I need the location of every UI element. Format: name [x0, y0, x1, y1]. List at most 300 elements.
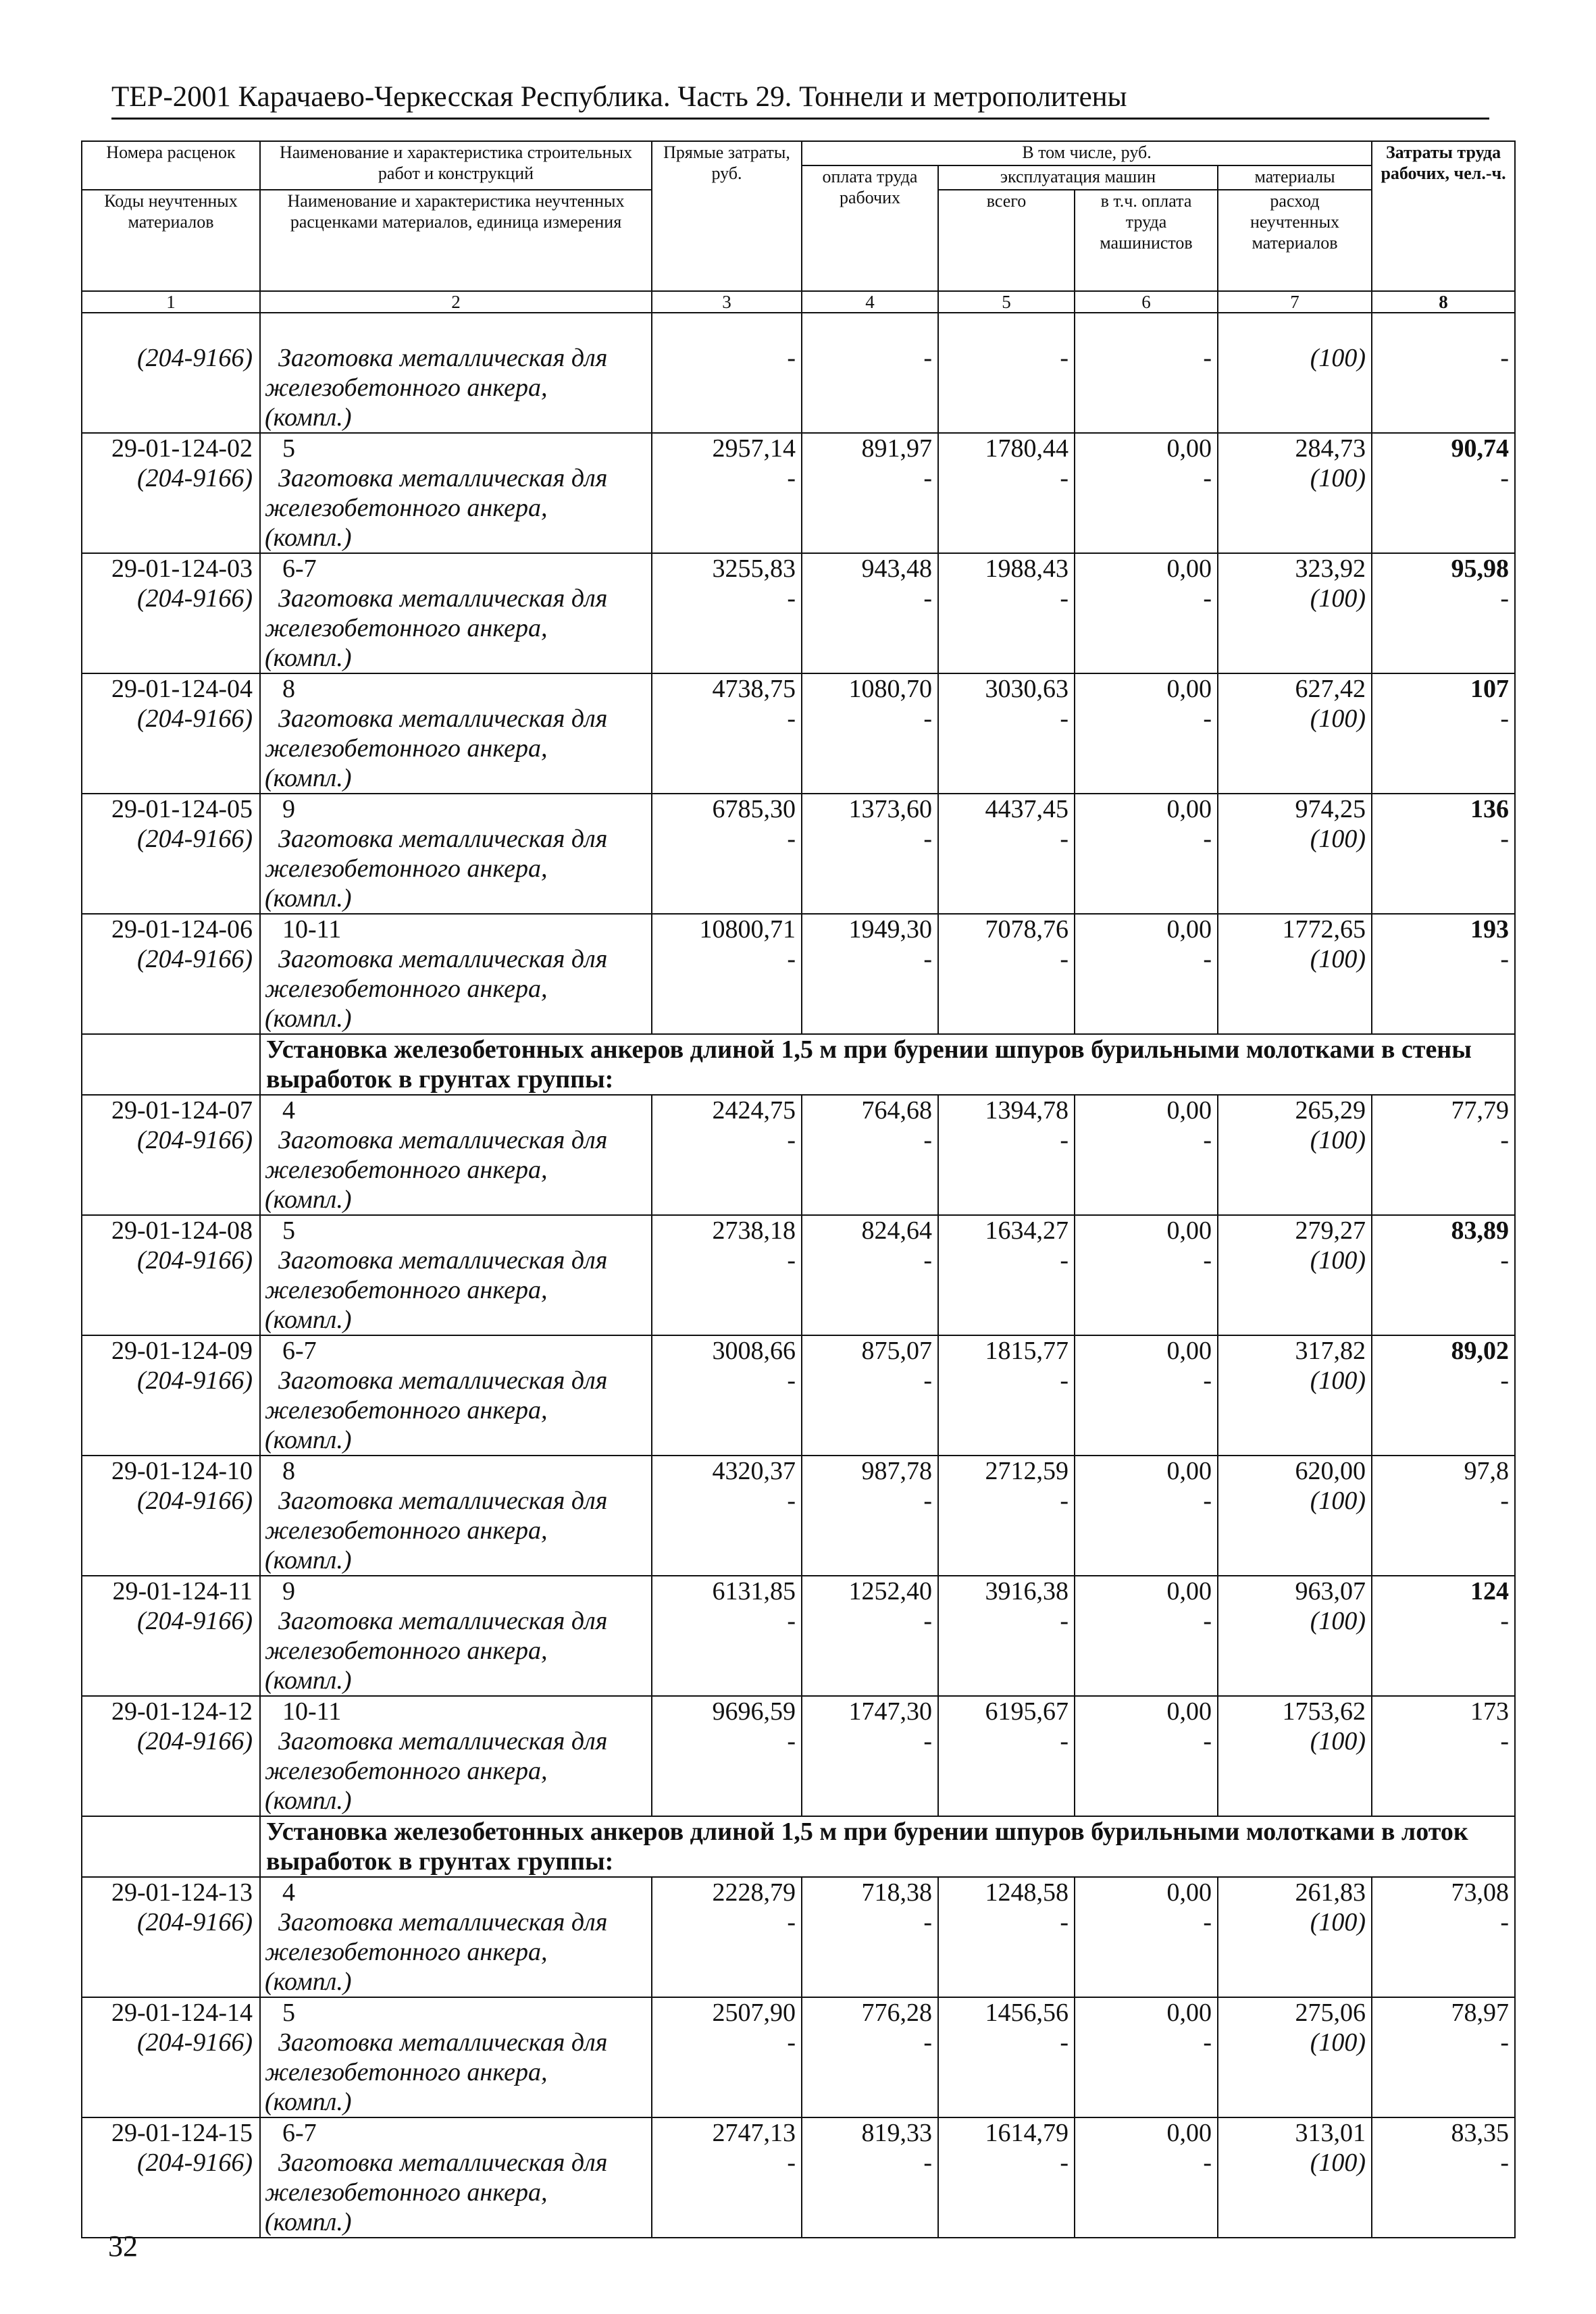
materials-consumption: (100) [1310, 464, 1366, 492]
material-code: (204-9166) [137, 1607, 253, 1635]
rate-code: 29-01-124-12 [111, 1697, 253, 1726]
table-row [82, 1997, 1515, 2117]
workers-wages-material: - [923, 1607, 932, 1635]
rate-code: 29-01-124-14 [111, 1999, 253, 2027]
workers-wages: 776,28 [861, 1999, 932, 2027]
workers-wages: 891,97 [861, 434, 932, 463]
materials-cost: 265,29 [1295, 1096, 1366, 1125]
rate-code [88, 313, 253, 343]
header-labor: Затраты труда рабочих, чел.-ч. [1372, 141, 1515, 291]
direct-costs-material: - [787, 704, 796, 733]
machinists-wages: 0,00 [1166, 1096, 1212, 1125]
material-name-line: Заготовка металлическая для [278, 1246, 608, 1275]
machines-total-material: - [1060, 945, 1069, 973]
labor-hours-material: - [1500, 344, 1510, 372]
price-table [81, 140, 1516, 2238]
header-incl: В том числе, руб. [802, 141, 1372, 165]
labor-hours: 77,79 [1451, 1096, 1510, 1125]
rate-code: 29-01-124-09 [111, 1337, 253, 1365]
labor-hours-material: - [1500, 2028, 1510, 2057]
machinists-wages: 0,00 [1166, 1337, 1212, 1365]
material-name-line: (компл.) [265, 764, 352, 792]
materials-cost: 284,73 [1295, 434, 1366, 463]
machinists-wages-material: - [1203, 1246, 1212, 1275]
workers-wages-material: - [923, 1908, 932, 1936]
machines-total-material: - [1060, 2028, 1069, 2057]
materials-cost: 317,82 [1295, 1337, 1366, 1365]
machinists-wages-material: - [1203, 704, 1212, 733]
labor-hours: 107 [1470, 675, 1510, 703]
machines-total [944, 313, 1069, 343]
machines-total-material: - [1060, 1366, 1069, 1395]
workers-wages: 718,38 [861, 1878, 932, 1907]
column-number: 8 [1372, 291, 1515, 313]
material-name-line: Заготовка металлическая для [278, 2028, 608, 2057]
material-name-line: Заготовка металлическая для [278, 464, 608, 492]
materials-consumption: (100) [1310, 945, 1366, 973]
machines-total-material: - [1060, 1126, 1069, 1154]
header-col1-top: Номера расценок [82, 141, 260, 190]
soil-group: 9 [282, 795, 295, 823]
machines-total-material: - [1060, 464, 1069, 492]
direct-costs: 9696,59 [712, 1697, 796, 1726]
machines-total: 4437,45 [985, 795, 1069, 823]
material-name-line: (компл.) [265, 1968, 352, 1996]
materials-cost: 313,01 [1295, 2119, 1366, 2147]
column-number: 2 [260, 291, 652, 313]
direct-costs: 6131,85 [712, 1577, 796, 1605]
soil-group: 4 [282, 1096, 295, 1125]
machinists-wages-material: - [1203, 2028, 1212, 2057]
rate-code: 29-01-124-04 [111, 675, 253, 703]
material-name-line: железобетонного анкера, [265, 854, 548, 883]
direct-costs: 2747,13 [712, 2119, 796, 2147]
header-machines: эксплуатация машин [938, 165, 1218, 190]
direct-costs: 10800,71 [699, 915, 796, 944]
workers-wages [808, 313, 932, 343]
machinists-wages-material: - [1203, 945, 1212, 973]
material-name-line: (компл.) [265, 523, 352, 552]
direct-costs: 4738,75 [712, 675, 796, 703]
soil-group: 6-7 [282, 1337, 317, 1365]
workers-wages-material: - [923, 464, 932, 492]
column-number: 3 [652, 291, 802, 313]
header-wages: оплата труда рабочих [802, 165, 938, 291]
direct-costs: 4320,37 [712, 1457, 796, 1485]
table-row [82, 1215, 1515, 1335]
materials-consumption: (100) [1310, 584, 1366, 613]
materials-consumption: (100) [1310, 704, 1366, 733]
direct-costs-material: - [787, 945, 796, 973]
machinists-wages-material: - [1203, 464, 1212, 492]
materials-cost: 1772,65 [1282, 915, 1366, 944]
column-number: 7 [1218, 291, 1372, 313]
material-name-line: железобетонного анкера, [265, 494, 548, 522]
material-name-line: Заготовка металлическая для [278, 584, 608, 613]
material-name-line: железобетонного анкера, [265, 1757, 548, 1785]
machines-total-material: - [1060, 1727, 1069, 1755]
table-row [82, 1576, 1515, 1696]
labor-hours: 193 [1470, 915, 1510, 944]
material-name-line: Заготовка металлическая для [278, 1126, 608, 1154]
section-heading: Установка железобетонных анкеров длиной 1,5 м при бурении шпуров бурильными молотками в стены выработок в грунтах группы: [260, 1034, 1515, 1095]
soil-group: 10-11 [282, 1697, 342, 1726]
material-code: (204-9166) [137, 1908, 253, 1936]
direct-costs: 2957,14 [712, 434, 796, 463]
soil-group: 10-11 [282, 915, 342, 944]
material-name-line: (компл.) [265, 1546, 352, 1574]
materials-consumption: (100) [1310, 2149, 1366, 2177]
section-heading-row [82, 1034, 1515, 1095]
section-heading-row [82, 1816, 1515, 1877]
soil-group: 6-7 [282, 555, 317, 583]
labor-hours: 136 [1470, 795, 1510, 823]
table-row [82, 1095, 1515, 1215]
workers-wages-material: - [923, 2149, 932, 2177]
machinists-wages: 0,00 [1166, 1577, 1212, 1605]
material-name-line: железобетонного анкера, [265, 1276, 548, 1304]
material-name-line: железобетонного анкера, [265, 1396, 548, 1424]
machinists-wages [1081, 313, 1212, 343]
material-name-line: Заготовка металлическая для [278, 1908, 608, 1936]
rate-code: 29-01-124-08 [111, 1216, 253, 1245]
direct-costs-material: - [787, 1126, 796, 1154]
labor-hours-material: - [1500, 1126, 1510, 1154]
material-name-line: железобетонного анкера, [265, 1516, 548, 1545]
table-row [82, 914, 1515, 1034]
labor-hours-material: - [1500, 1908, 1510, 1936]
materials-cost: 1753,62 [1282, 1697, 1366, 1726]
materials-consumption: (100) [1310, 1126, 1366, 1154]
material-name-line: железобетонного анкера, [265, 374, 548, 402]
materials-consumption: (100) [1310, 1487, 1366, 1515]
page-title: ТЕР-2001 Карачаево-Черкесская Республика. Часть 29. Тоннели и метрополитены [111, 80, 1489, 120]
materials-cost: 620,00 [1295, 1457, 1366, 1485]
material-code: (204-9166) [137, 945, 253, 973]
direct-costs-material: - [787, 464, 796, 492]
materials-cost: 261,83 [1295, 1878, 1366, 1907]
table-row [82, 1696, 1515, 1816]
materials-cost: 963,07 [1295, 1577, 1366, 1605]
material-name-line: Заготовка металлическая для [278, 2149, 608, 2177]
labor-hours-material: - [1500, 1246, 1510, 1275]
material-name-line: (компл.) [265, 1185, 352, 1214]
direct-costs [658, 313, 796, 343]
table-row [82, 794, 1515, 914]
workers-wages-material: - [923, 1366, 932, 1395]
material-name-line: (компл.) [265, 644, 352, 672]
header-machines-total: всего [938, 190, 1075, 291]
materials-cost: 275,06 [1295, 1999, 1366, 2027]
material-name-line: (компл.) [265, 2088, 352, 2116]
machinists-wages: 0,00 [1166, 555, 1212, 583]
materials-consumption: (100) [1310, 1246, 1366, 1275]
machinists-wages-material: - [1203, 1908, 1212, 1936]
material-name-line: (компл.) [265, 1666, 352, 1695]
workers-wages: 1080,70 [848, 675, 932, 703]
machinists-wages-material: - [1203, 584, 1212, 613]
material-name-line: (компл.) [265, 1426, 352, 1454]
workers-wages: 764,68 [861, 1096, 932, 1125]
material-code: (204-9166) [137, 1727, 253, 1755]
materials-cost: 627,42 [1295, 675, 1366, 703]
labor-hours-material: - [1500, 1366, 1510, 1395]
rate-code: 29-01-124-15 [111, 2119, 253, 2147]
material-code: (204-9166) [137, 704, 253, 733]
material-code: (204-9166) [137, 464, 253, 492]
table-row [82, 673, 1515, 794]
column-number: 6 [1075, 291, 1218, 313]
labor-hours-material: - [1500, 945, 1510, 973]
machines-total: 1394,78 [985, 1096, 1069, 1125]
direct-costs: 2507,90 [712, 1999, 796, 2027]
material-code: (204-9166) [137, 344, 253, 372]
machinists-wages-material: - [1203, 344, 1212, 372]
workers-wages-material: - [923, 1246, 932, 1275]
machinists-wages: 0,00 [1166, 915, 1212, 944]
direct-costs-material: - [787, 1727, 796, 1755]
machines-total-material: - [1060, 2149, 1069, 2177]
material-name-line: (компл.) [265, 1306, 352, 1334]
soil-group: 5 [282, 1216, 295, 1245]
machines-total-material: - [1060, 1246, 1069, 1275]
material-name-line: (компл.) [265, 403, 352, 432]
machines-total-material: - [1060, 1487, 1069, 1515]
table-row [82, 1877, 1515, 1997]
machines-total: 1456,56 [985, 1999, 1069, 2027]
labor-hours [1378, 313, 1509, 343]
labor-hours: 90,74 [1451, 434, 1510, 463]
section-heading: Установка железобетонных анкеров длиной 1,5 м при бурении шпуров бурильными молотками в лоток выработок в грунтах группы: [260, 1816, 1515, 1877]
machinists-wages-material: - [1203, 1366, 1212, 1395]
material-name-line: (компл.) [265, 2208, 352, 2236]
material-name-line: Заготовка металлическая для [278, 1607, 608, 1635]
material-name-line: железобетонного анкера, [265, 1156, 548, 1184]
labor-hours: 78,97 [1451, 1999, 1510, 2027]
soil-group: 6-7 [282, 2119, 317, 2147]
workers-wages-material: - [923, 1487, 932, 1515]
machines-total: 3916,38 [985, 1577, 1069, 1605]
material-code: (204-9166) [137, 2028, 253, 2057]
workers-wages-material: - [923, 584, 932, 613]
machines-total-material: - [1060, 825, 1069, 853]
materials-cost: 323,92 [1295, 555, 1366, 583]
rate-code: 29-01-124-13 [111, 1878, 253, 1907]
header-materials: материалы [1218, 165, 1372, 190]
labor-hours: 124 [1470, 1577, 1510, 1605]
material-name-line: железобетонного анкера, [265, 975, 548, 1003]
workers-wages-material: - [923, 945, 932, 973]
direct-costs: 2228,79 [712, 1878, 796, 1907]
machinists-wages-material: - [1203, 1126, 1212, 1154]
material-name-line: Заготовка металлическая для [278, 704, 608, 733]
machines-total-material: - [1060, 704, 1069, 733]
machinists-wages: 0,00 [1166, 1216, 1212, 1245]
direct-costs-material: - [787, 825, 796, 853]
material-code: (204-9166) [137, 2149, 253, 2177]
material-code: (204-9166) [137, 825, 253, 853]
direct-costs-material: - [787, 584, 796, 613]
header-machines-wages: в т.ч. оплата труда машинистов [1075, 190, 1218, 291]
direct-costs: 2424,75 [712, 1096, 796, 1125]
labor-hours-material: - [1500, 704, 1510, 733]
material-code: (204-9166) [137, 584, 253, 613]
labor-hours-material: - [1500, 1607, 1510, 1635]
material-name-line: железобетонного анкера, [265, 1938, 548, 1966]
machines-total-material: - [1060, 1908, 1069, 1936]
soil-group: 5 [282, 1999, 295, 2027]
direct-costs: 6785,30 [712, 795, 796, 823]
workers-wages-material: - [923, 1727, 932, 1755]
material-name-line: (компл.) [265, 884, 352, 912]
column-number: 1 [82, 291, 260, 313]
labor-hours: 173 [1470, 1697, 1510, 1726]
machinists-wages-material: - [1203, 1727, 1212, 1755]
material-name-line: (компл.) [265, 1004, 352, 1033]
table-header [82, 141, 1515, 313]
machines-total: 1614,79 [985, 2119, 1069, 2147]
machinists-wages: 0,00 [1166, 434, 1212, 463]
machines-total: 6195,67 [985, 1697, 1069, 1726]
machines-total: 3030,63 [985, 675, 1069, 703]
machinists-wages: 0,00 [1166, 1878, 1212, 1907]
material-code: (204-9166) [137, 1366, 253, 1395]
workers-wages: 1747,30 [848, 1697, 932, 1726]
machines-total: 1248,58 [985, 1878, 1069, 1907]
material-name-line: (компл.) [265, 1786, 352, 1815]
material-code: (204-9166) [137, 1487, 253, 1515]
column-number: 4 [802, 291, 938, 313]
materials-consumption: (100) [1310, 1727, 1366, 1755]
header-col2-top: Наименование и характеристика строительных работ и конструкций [260, 141, 652, 190]
workers-wages-material: - [923, 825, 932, 853]
workers-wages: 1373,60 [848, 795, 932, 823]
machinists-wages-material: - [1203, 2149, 1212, 2177]
rate-code: 29-01-124-10 [111, 1457, 253, 1485]
labor-hours: 97,8 [1464, 1457, 1510, 1485]
materials-consumption: (100) [1310, 344, 1366, 372]
material-name-line: железобетонного анкера, [265, 2058, 548, 2086]
rate-code: 29-01-124-06 [111, 915, 253, 944]
machines-total: 1988,43 [985, 555, 1069, 583]
material-code: (204-9166) [137, 1126, 253, 1154]
labor-hours: 73,08 [1451, 1878, 1510, 1907]
materials-consumption: (100) [1310, 825, 1366, 853]
soil-group: 9 [282, 1577, 295, 1605]
table-row [82, 313, 1515, 433]
table-row [82, 553, 1515, 673]
workers-wages: 1949,30 [848, 915, 932, 944]
workers-wages: 943,48 [861, 555, 932, 583]
material-name-line: Заготовка металлическая для [278, 945, 608, 973]
machines-total: 1815,77 [985, 1337, 1069, 1365]
machinists-wages-material: - [1203, 825, 1212, 853]
machinists-wages: 0,00 [1166, 1999, 1212, 2027]
workers-wages: 875,07 [861, 1337, 932, 1365]
machines-total: 2712,59 [985, 1457, 1069, 1485]
column-numbers-row [82, 291, 1515, 313]
rate-code: 29-01-124-02 [111, 434, 253, 463]
workers-wages-material: - [923, 344, 932, 372]
labor-hours-material: - [1500, 1487, 1510, 1515]
soil-group [265, 313, 646, 343]
workers-wages: 824,64 [861, 1216, 932, 1245]
direct-costs: 3255,83 [712, 555, 796, 583]
labor-hours: 95,98 [1451, 555, 1510, 583]
machinists-wages: 0,00 [1166, 2119, 1212, 2147]
rate-code: 29-01-124-07 [111, 1096, 253, 1125]
direct-costs-material: - [787, 1908, 796, 1936]
machines-total: 1780,44 [985, 434, 1069, 463]
materials-cost: 279,27 [1295, 1216, 1366, 1245]
direct-costs-material: - [787, 1487, 796, 1515]
materials-cost [1224, 313, 1366, 343]
material-name-line: Заготовка металлическая для [278, 1366, 608, 1395]
table-body [82, 313, 1515, 2238]
soil-group: 4 [282, 1878, 295, 1907]
rate-code: 29-01-124-03 [111, 555, 253, 583]
machines-total-material: - [1060, 344, 1069, 372]
direct-costs-material: - [787, 1366, 796, 1395]
header-col2-bottom: Наименование и характеристика неучтенных расценками материалов, единица измерения [260, 190, 652, 291]
rate-code: 29-01-124-05 [111, 795, 253, 823]
direct-costs-material: - [787, 344, 796, 372]
labor-hours: 83,89 [1451, 1216, 1510, 1245]
machines-total: 1634,27 [985, 1216, 1069, 1245]
material-name-line: Заготовка металлическая для [278, 1487, 608, 1515]
workers-wages: 987,78 [861, 1457, 932, 1485]
direct-costs-material: - [787, 1607, 796, 1635]
labor-hours: 83,35 [1451, 2119, 1510, 2147]
material-name-line: Заготовка металлическая для [278, 344, 608, 372]
table-row [82, 1335, 1515, 1456]
workers-wages-material: - [923, 2028, 932, 2057]
materials-consumption: (100) [1310, 1908, 1366, 1936]
labor-hours-material: - [1500, 1727, 1510, 1755]
header-col1-bottom: Коды неучтенных материалов [82, 190, 260, 291]
rate-code: 29-01-124-11 [112, 1577, 253, 1605]
labor-hours-material: - [1500, 584, 1510, 613]
workers-wages: 1252,40 [848, 1577, 932, 1605]
direct-costs: 2738,18 [712, 1216, 796, 1245]
labor-hours: 89,02 [1451, 1337, 1510, 1365]
materials-consumption: (100) [1310, 1607, 1366, 1635]
machinists-wages: 0,00 [1166, 675, 1212, 703]
materials-consumption: (100) [1310, 1366, 1366, 1395]
soil-group: 8 [282, 1457, 295, 1485]
labor-hours-material: - [1500, 464, 1510, 492]
machinists-wages: 0,00 [1166, 1697, 1212, 1726]
header-direct-costs: Прямые затраты, руб. [652, 141, 802, 291]
soil-group: 5 [282, 434, 295, 463]
machinists-wages: 0,00 [1166, 795, 1212, 823]
material-name-line: Заготовка металлическая для [278, 1727, 608, 1755]
material-name-line: железобетонного анкера, [265, 1637, 548, 1665]
table-row [82, 2117, 1515, 2238]
column-number: 5 [938, 291, 1075, 313]
material-name-line: Заготовка металлическая для [278, 825, 608, 853]
direct-costs-material: - [787, 2028, 796, 2057]
soil-group: 8 [282, 675, 295, 703]
direct-costs-material: - [787, 2149, 796, 2177]
material-code: (204-9166) [137, 1246, 253, 1275]
materials-consumption: (100) [1310, 2028, 1366, 2057]
header-materials-consumption: расход неучтенных материалов [1218, 190, 1372, 291]
machinists-wages-material: - [1203, 1487, 1212, 1515]
direct-costs-material: - [787, 1246, 796, 1275]
materials-cost: 974,25 [1295, 795, 1366, 823]
workers-wages-material: - [923, 704, 932, 733]
